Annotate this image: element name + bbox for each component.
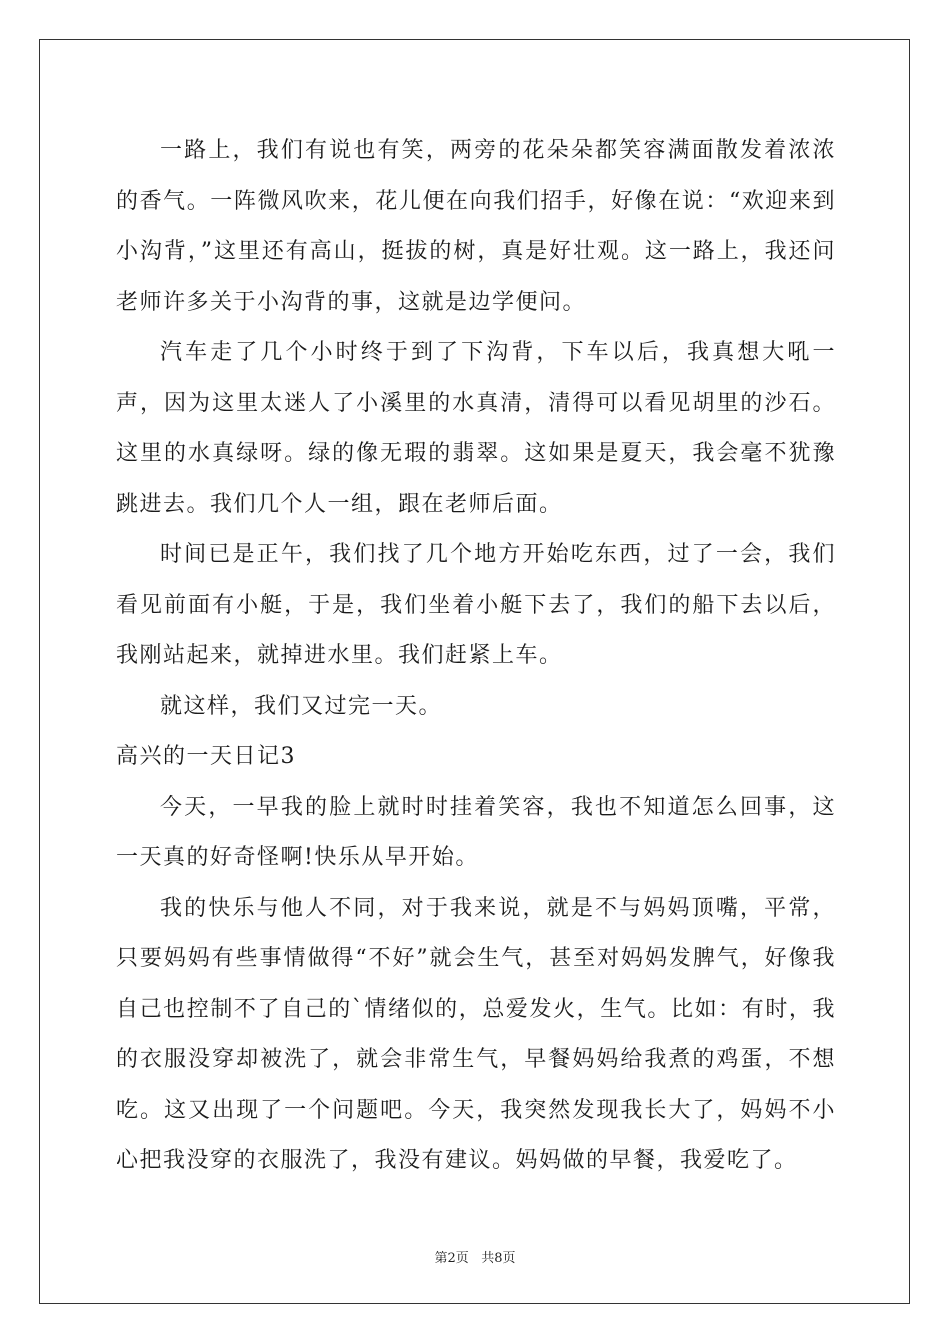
paragraph-6: 我的快乐与他人不同，对于我来说，就是不与妈妈顶嘴，平常，只要妈妈有些事情做得“不好”就会生气，甚至对妈妈发脾气，好像我自己也控制不了自己的`情绪似的，总爱发火，生气。比如：有时，我的衣服没穿却被洗了，就会非常生气，早餐妈妈给我煮的鸡蛋，不想吃。这又出现了一个问题吧。今天，我突然发现我长大了，妈妈不小心把我没穿的衣服洗了，我没有建议。妈妈做的早餐，我爱吃了。 <box>116 895 836 1173</box>
paragraph-2: 汽车走了几个小时终于到了下沟背，下车以后，我真想大吼一声，因为这里太迷人了小溪里的水真清，清得可以看见胡里的沙石。这里的水真绿呀。绿的像无瑕的翡翠。这如果是夏天，我会毫不犹豫跳进去。我们几个人一组，跟在老师后面。 <box>116 340 836 517</box>
paragraph-5: 今天，一早我的脸上就时时挂着笑容，我也不知道怎么回事，这一天真的好奇怪啊!快乐从早开始。 <box>116 794 836 870</box>
page-number: 第2页 <box>434 1251 469 1266</box>
document-body <box>116 126 836 1187</box>
paragraph-4: 就这样，我们又过完一天。 <box>160 693 443 719</box>
page-footer <box>0 1247 950 1266</box>
paragraph-1: 一路上，我们有说也有笑，两旁的花朵朵都笑容满面散发着浓浓的香气。一阵微风吹来，花儿便在向我们招手，好像在说：“欢迎来到小沟背，”这里还有高山，挺拔的树，真是好壮观。这一路上，我还问老师许多关于小沟背的事，这就是边学便问。 <box>116 138 836 315</box>
paragraph-3: 时间已是正午，我们找了几个地方开始吃东西，过了一会，我们看见前面有小艇，于是，我们坐着小艇下去了，我们的船下去以后，我刚站起来，就掉进水里。我们赶紧上车。 <box>116 542 836 668</box>
total-pages: 共8页 <box>481 1251 516 1266</box>
section-heading: 高兴的一天日记3 <box>116 744 296 769</box>
